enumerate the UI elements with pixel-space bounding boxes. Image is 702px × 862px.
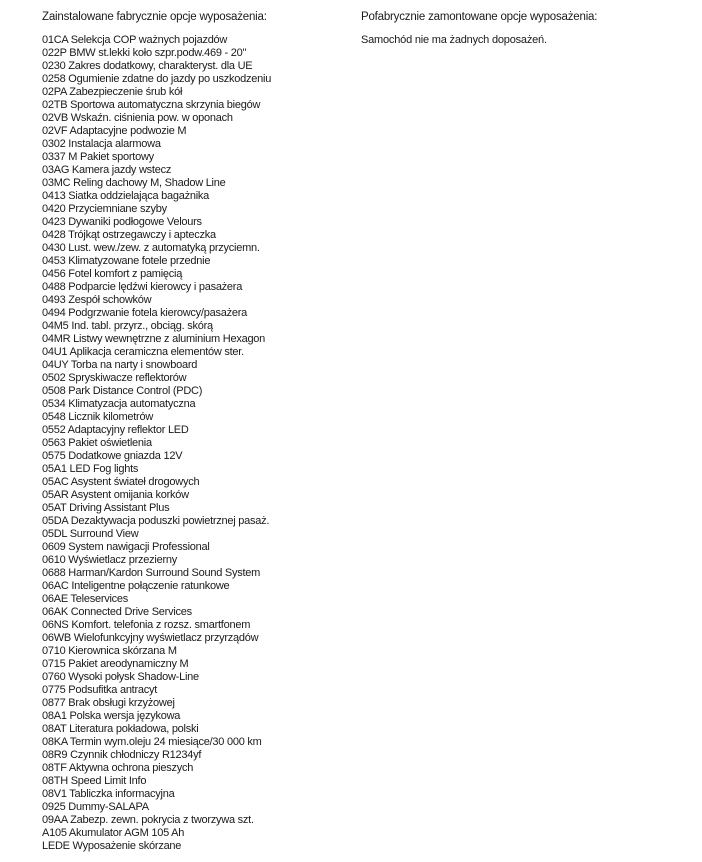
option-list-item: 02TB Sportowa automatyczna skrzynia biegów: [42, 99, 261, 111]
option-list-item: 08TH Speed Limit Info: [42, 775, 147, 787]
option-list-item: 06NS Komfort. telefonia z rozsz. smartfonem: [42, 619, 251, 631]
option-list-item: 05A1 LED Fog lights: [42, 463, 139, 475]
option-list-item: 0420 Przyciemniane szyby: [42, 203, 167, 215]
option-list-item: 09AA Zabezp. zewn. pokrycia z tworzywa szt.: [42, 814, 254, 826]
aftermarket-options-heading: Pofabrycznie zamontowane opcje wyposażenia:: [361, 11, 598, 23]
option-list-item: 0609 System nawigacji Professional: [42, 541, 210, 553]
option-list-item: 05AC Asystent świateł drogowych: [42, 476, 200, 488]
option-list-item: 04MR Listwy wewnętrzne z aluminium Hexagon: [42, 333, 266, 345]
option-list-item: 0575 Dodatkowe gniazda 12V: [42, 450, 183, 462]
option-list-item: 0548 Licznik kilometrów: [42, 411, 154, 423]
option-list-item: 08TF Aktywna ochrona pieszych: [42, 762, 194, 774]
option-list-item: 0688 Harman/Kardon Surround Sound System: [42, 567, 261, 579]
option-list-item: 08A1 Polska wersja językowa: [42, 710, 181, 722]
option-list-item: 03MC Reling dachowy M, Shadow Line: [42, 177, 226, 189]
option-list-item: A105 Akumulator AGM 105 Ah: [42, 827, 185, 839]
option-list-item: 0534 Klimatyzacja automatyczna: [42, 398, 196, 410]
option-list-item: 05AT Driving Assistant Plus: [42, 502, 170, 514]
option-list-item: 0302 Instalacja alarmowa: [42, 138, 161, 150]
option-list-item: 0760 Wysoki połysk Shadow-Line: [42, 671, 199, 683]
factory-options-section: [42, 9, 342, 853]
option-list-item: 01CA Selekcja COP ważnych pojazdów: [42, 34, 228, 46]
option-list-item: 08KA Termin wym.oleju 24 miesiące/30 000 km: [42, 736, 262, 748]
option-list-item: 04M5 Ind. tabl. przyrz., obciąg. skórą: [42, 320, 213, 332]
option-list-item: 08R9 Czynnik chłodniczy R1234yf: [42, 749, 202, 761]
option-list-item: 0423 Dywaniki podłogowe Velours: [42, 216, 202, 228]
option-list-item: 0563 Pakiet oświetlenia: [42, 437, 152, 449]
option-list-item: 0877 Brak obsługi krzyżowej: [42, 697, 175, 709]
option-list-item: 05DL Surround View: [42, 528, 139, 540]
factory-options-heading: Zainstalowane fabrycznie opcje wyposażenia:: [42, 11, 267, 23]
option-list-item: 0775 Podsufitka antracyt: [42, 684, 158, 696]
option-list-item: 022P BMW st.lekki koło szpr.podw.469 - 20": [42, 47, 247, 59]
option-list-item: 0710 Kierownica skórzana M: [42, 645, 177, 657]
option-list-item: 0715 Pakiet areodynamiczny M: [42, 658, 189, 670]
aftermarket-options-text: Samochód nie ma żadnych doposażeń.: [361, 34, 547, 46]
option-list-item: 03AG Kamera jazdy wstecz: [42, 164, 172, 176]
aftermarket-options-section: [361, 9, 691, 47]
option-list-item: 02PA Zabezpieczenie śrub kół: [42, 86, 183, 98]
option-list-item: 0488 Podparcie lędźwi kierowcy i pasażera: [42, 281, 243, 293]
option-list-item: LEDE Wyposażenie skórzane: [42, 840, 182, 852]
option-list-item: 06WB Wielofunkcyjny wyświetlacz przyrządów: [42, 632, 259, 644]
option-list-item: 06AC Inteligentne połączenie ratunkowe: [42, 580, 230, 592]
option-list-item: 0508 Park Distance Control (PDC): [42, 385, 203, 397]
option-list-item: 06AE Teleservices: [42, 593, 129, 605]
option-list-item: 0456 Fotel komfort z pamięcią: [42, 268, 183, 280]
option-list-item: 0493 Zespół schowków: [42, 294, 152, 306]
option-list-item: 0610 Wyświetlacz przezierny: [42, 554, 177, 566]
option-list-item: 0337 M Pakiet sportowy: [42, 151, 154, 163]
option-list-item: 0494 Podgrzwanie fotela kierowcy/pasażera: [42, 307, 247, 319]
option-list-item: 0925 Dummy-SALAPA: [42, 801, 149, 813]
option-list-item: 0453 Klimatyzowane fotele przednie: [42, 255, 211, 267]
option-list-item: 04U1 Aplikacja ceramiczna elementów ster.: [42, 346, 244, 358]
option-list-item: 08V1 Tabliczka informacyjna: [42, 788, 175, 800]
option-list-item: 02VB Wskaźn. ciśnienia pow. w oponach: [42, 112, 233, 124]
option-list-item: 0552 Adaptacyjny reflektor LED: [42, 424, 189, 436]
option-list-item: 06AK Connected Drive Services: [42, 606, 192, 618]
option-list-item: 05AR Asystent omijania korków: [42, 489, 189, 501]
option-list-item: 08AT Literatura pokładowa, polski: [42, 723, 199, 735]
option-list-item: 0230 Zakres dodatkowy, charakteryst. dla UE: [42, 60, 253, 72]
option-list-item: 0258 Ogumienie zdatne do jazdy po uszkodzeniu: [42, 73, 272, 85]
option-list-item: 0413 Siatka oddzielająca bagażnika: [42, 190, 210, 202]
option-list-item: 0428 Trójkąt ostrzegawczy i apteczka: [42, 229, 216, 241]
factory-options-list: [42, 34, 342, 853]
option-list-item: 0502 Spryskiwacze reflektorów: [42, 372, 187, 384]
option-list-item: 04UY Torba na narty i snowboard: [42, 359, 198, 371]
option-list-item: 05DA Dezaktywacja poduszki powietrznej pasaż.: [42, 515, 270, 527]
option-list-item: 0430 Lust. wew./zew. z automatyką przyciemn.: [42, 242, 260, 254]
option-list-item: 02VF Adaptacyjne podwozie M: [42, 125, 187, 137]
